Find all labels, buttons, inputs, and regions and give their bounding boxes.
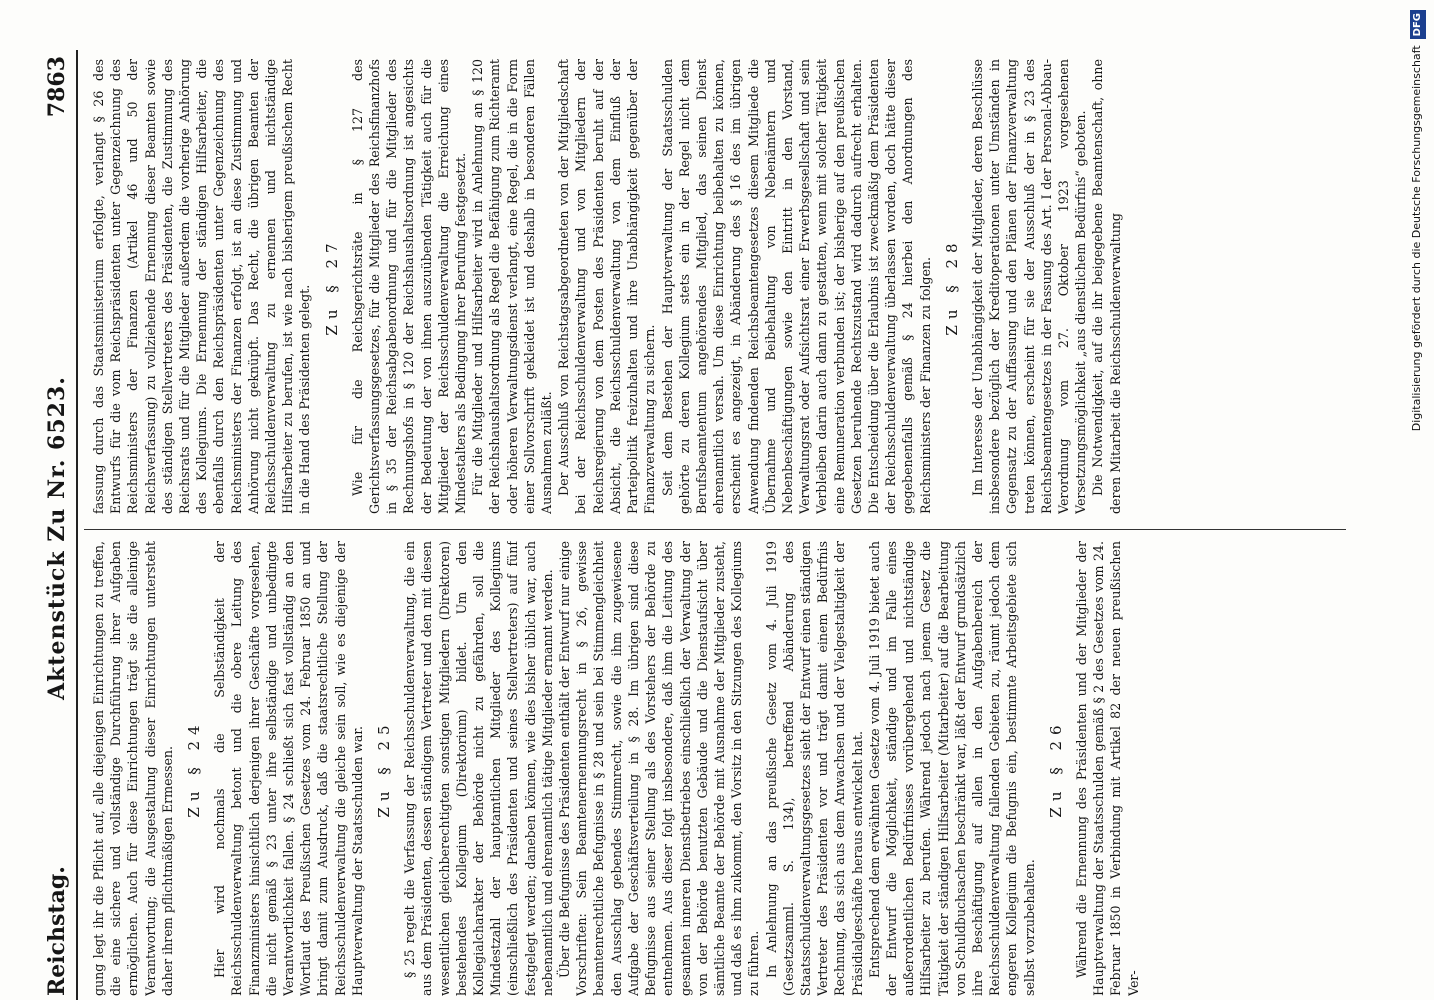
paragraph: In Anlehnung an das preußische Gesetz vom 4. Juli 1919 (Gesetzsamml. S. 134), betreffend Abänderung des Staatsschuldenverwaltungsgesetzes sieht der Entwurf einen ständigen Vertreter des Präsidenten vor und trägt damit einem Bedürfnis Rechnung, das sich aus dem Anwachsen und der Vielgestaltigkeit der Präsidialgeschäfte heraus entwickelt hat. — [763, 541, 865, 996]
paragraph: Für die Mitglieder und Hilfsarbeiter wird in Anlehnung an § 120 der Reichshaushaltsordnung als Regel die Befähigung zum Richteramt oder höheren Verwaltungsdienst verlangt, eine Regel, die in die Form einer Sollvorschrift gekleidet ist und deshalb in besonderen Fällen Ausnahmen zuläßt. — [470, 59, 555, 514]
header-title: Aktenstück Zu Nr. 6523. — [44, 376, 70, 700]
side-note-inner — [1404, 10, 1430, 990]
paragraph: Der Ausschluß von Reichstagsabgeordneten von der Mitgliedschaft bei der Reichsschuldenverwaltung und von Mitgliedern der Reichsregierung von dem Posten des Präsidenten beruht auf der Absicht, die Reichsschuldenverwaltung von dem Einfluß der Parteipolitik freizuhalten und ihre Unabhängigkeit gegenüber der Finanzverwaltung zu sichern. — [556, 59, 658, 514]
rotated-content — [40, 50, 1350, 1000]
header-left: Reichstag. — [44, 866, 70, 996]
page-number: 7863 — [44, 56, 70, 118]
side-note — [1404, 10, 1430, 990]
paragraph: § 25 regelt die Verfassung der Reichsschuldenverwaltung, die ein aus dem Präsidenten, dessen ständigem Vertreter und den mit diesen wesentlichen gleichberechtigten sonstigen Mitgliedern (Direktoren) bestehendes Kollegium (Direktorium) bildet. Um den Kollegialcharakter der Behörde nicht zu gefährden, soll die Mindestzahl der hauptamtlichen Mitglieder des Kollegiums (einschließlich des Präsidenten und seines Stellvertreters) auf fünf festgelegt werden; daneben können, wie dies bisher üblich war, auch nebenamtlich und ehrenamtlich tätige Mitglieder ernannt werden. — [402, 541, 555, 996]
paragraph: Hier wird nochmals die Selbständigkeit der Reichsschuldenverwaltung betont und die obere Leitung des Finanzministers hinsichtlich derjenigen ihrer Geschäfte vorgesehen, die nicht gemäß § 23 unter ihre selbständige und unbedingte Verantwortlichkeit fallen. § 24 schließt sich fast vollständig an den Wortlaut des Preußischen Gesetzes vom 24. Februar 1850 an und bringt damit zum Ausdruck, daß die staatsrechtliche Stellung der Reichsschuldenverwaltung die gleiche sein soll, wie es diejenige der Hauptverwaltung der Staatsschulden war. — [212, 541, 365, 996]
section-heading: Zu § 25 — [375, 719, 394, 818]
paragraph: Im Interesse der Unabhängigkeit der Mitglieder, deren Beschlüsse insbesondere bezüglich der Kreditoperationen unter Umständen in Gegensatz zu der Auffassung und den Plänen der Finanzverwaltung treten können, erscheint für sie der Ausschluß der in § 23 des Reichsbeamtengesetzes in der Fassung des Art. I der Personal-Abbau-Verordnung vom 27. Oktober 1923 vorgesehenen Versetzungsmöglichkeit „aus dienstlichem Bedürfnis“ geboten. — [969, 59, 1089, 514]
paragraph: gung legt ihr die Pflicht auf, alle diejenigen Einrichtungen zu treffen, die eine sichere und vollständige Durchführung ihrer Aufgaben ermöglichen. Auch für diese Einrichtungen trägt sie die alleinige Verantwortung; die Ausgestaltung dieser Einrichtungen untersteht daher ihrem pflichtmäßigen Ermessen. — [91, 541, 175, 996]
dfg-logo: DFG — [1410, 10, 1426, 39]
paragraph: Wie für die Reichsgerichtsräte in § 127 des Gerichtsverfassungsgesetzes, für die Mitglieder des Reichsfinanzhofs in § 35 der Reichsabgabenordnung und für die Mitglieder des Rechnungshofs in § 120 der Reichshaushaltsordnung ist angesichts der Bedeutung der von ihnen auszuübenden Tätigkeit auch für die Mitglieder der Reichsschuldenverwaltung die Erreichung eines Mindestalters als Bedingung ihrer Berufung festgesetzt. — [349, 59, 469, 514]
side-note-text: Digitalisierung gefördert durch die Deutsche Forschungsgemeinschaft — [1410, 45, 1423, 432]
section-heading: Zu § 26 — [1046, 719, 1065, 818]
paragraph: Während die Ernennung des Präsidenten und der Mitglieder der Hauptverwaltung der Staatsschulden gemäß § 2 des Gesetzes vom 24. Februar 1850 in Verbindung mit Artikel 82 der neuen preußischen Ver- — [1073, 541, 1141, 996]
paragraph: fassung durch das Staatsministerium erfolgte, verlangt § 26 des Entwurfs für die vom Reichspräsidenten unter Gegenzeichnung des Reichsministers der Finanzen (Artikel 46 und 50 der Reichsverfassung) zu vollziehende Ernennung dieser Beamten sowie des ständigen Stellvertreters des Präsidenten, die Zustimmung des Reichsrats und für die Mitglieder außerdem die vorherige Anhörung des Kollegiums. Die Ernennung der ständigen Hilfsarbeiter, die ebenfalls durch den Reichspräsidenten unter Gegenzeichnung des Reichsministers der Finanzen erfolgt, ist an diese Zustimmung und Anhörung nicht geknüpft. Das Recht, die übrigen Beamten der Reichsschuldenverwaltung zu ernennen und nichtständige Hilfsarbeiter zu berufen, ist wie nach bisherigem preußischem Recht in die Hand des Präsidenten gelegt. — [91, 59, 313, 514]
section-heading: Zu § 28 — [942, 237, 961, 336]
paragraph: Über die Befugnisse des Präsidenten enthält der Entwurf nur einige Vorschriften: Sein Beamtenernennungsrecht in § 26, gewisse beamtenrechtliche Befugnisse in § 28 und sein bei Stimmengleichheit den Ausschlag gebendes Stimmrecht, sowie die ihm zugewiesene Aufgabe der Geschäftsverteilung in § 28. Im übrigen sind diese Befugnisse aus seiner Stellung als des Vorstehers der Behörde zu entnehmen. Aus dieser folgt insbesondere, daß ihm die Leitung des gesamten inneren Dienstbetriebes einschließlich der Verwaltung der von der Behörde benutzten Gebäude und die Dienstaufsicht über sämtliche Beamte der Behörde mit Ausnahme der Mitglieder zusteht, und daß es ihm zukommt, den Vorsitz in den Sitzungen des Kollegiums zu führen. — [557, 541, 762, 996]
column-divider — [84, 529, 1346, 530]
left-column — [90, 541, 1346, 996]
page-header — [40, 50, 78, 1000]
right-column — [90, 59, 1346, 514]
paragraph: Seit dem Bestehen der Hauptverwaltung der Staatsschulden gehörte zu deren Kollegium stets ein in der Regel nicht dem Berufsbeamtentum angehörendes Mitglied, das seinen Dienst ehrenamtlich versah. Um diese Einrichtung beibehalten zu können, erscheint es angezeigt, in Abänderung des § 16 des im übrigen Anwendung findenden Reichsbeamtengesetzes diesem Mitgliede die Übernahme und Beibehaltung von Nebenämtern und Nebenbeschäftigungen sowie den Eintritt in den Vorstand, Verwaltungsrat oder Aufsichtsrat einer Erwerbsgesellschaft und sein Verbleiben darin auch dann zu gestatten, wenn mit solcher Tätigkeit eine Remuneration verbunden ist; der bisherige auf den preußischen Gesetzen beruhende Rechtszustand wird dadurch aufrecht erhalten. Die Entscheidung über die Erlaubnis ist zweckmäßig dem Präsidenten der Reichsschuldenverwaltung überlassen worden, doch hätte dieser gegebenenfalls gemäß § 24 hierbei den Anordnungen des Reichsministers der Finanzen zu folgen. — [659, 59, 933, 514]
paragraph: Die Notwendigkeit, auf die ihr beigegebene Beamtenschaft, ohne deren Mitarbeit die Reichsschuldenverwaltung — [1090, 59, 1123, 514]
section-heading: Zu § 27 — [322, 237, 341, 336]
paragraph: Entsprechend dem erwähnten Gesetze vom 4. Juli 1919 bietet auch der Entwurf die Möglichkeit, ständige und im Falle eines außerordentlichen Bedürfnisses vorübergehend und nichtständige Hilfsarbeiter zu berufen. Während jedoch nach jenem Gesetz die Tätigkeit der ständigen Hilfsarbeiter (Mitarbeiter) auf die Bearbeitung von Schuldbuchsachen beschränkt war, läßt der Entwurf grundsätzlich ihre Beschäftigung auf allen in den Aufgabenbereich der Reichsschuldenverwaltung fallenden Gebieten zu, räumt jedoch dem engeren Kollegium die Befugnis ein, bestimmte Arbeitsgebiete sich selbst vorzubehalten. — [866, 541, 1037, 996]
section-heading: Zu § 24 — [185, 719, 204, 818]
